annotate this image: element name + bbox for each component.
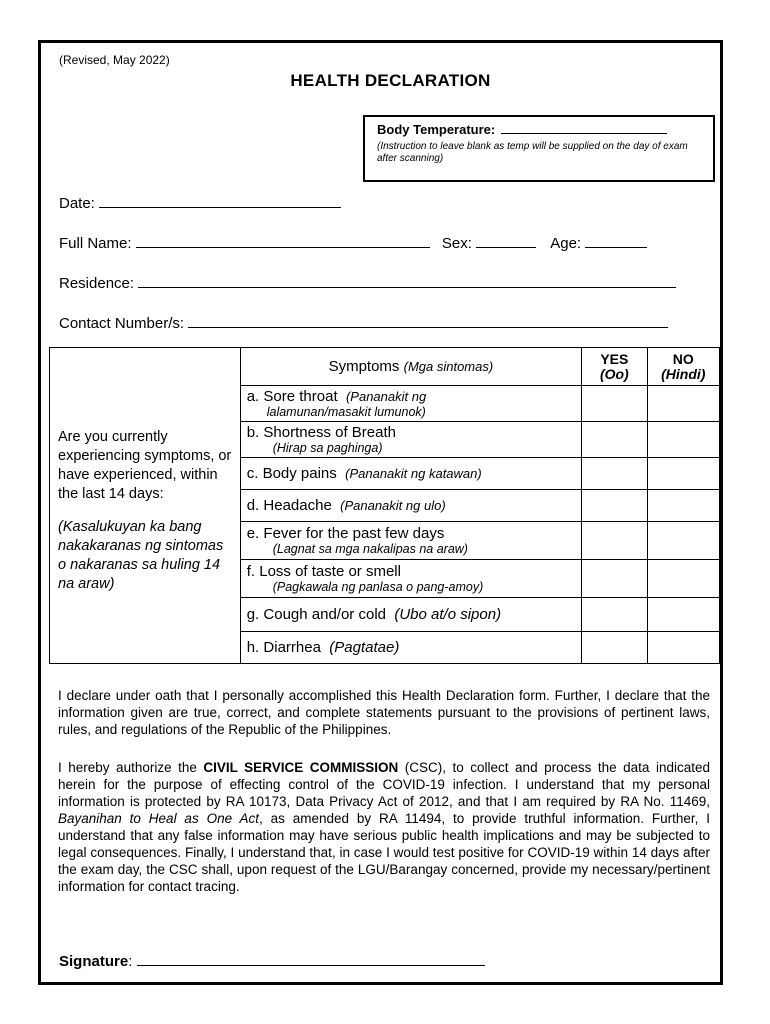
- symptom-c: [240, 458, 581, 490]
- full-name-label: Full Name:: [59, 235, 132, 252]
- form-title: HEALTH DECLARATION: [290, 71, 491, 90]
- declaration-text: (CSC), to collect and process the data indicated herein for the purpose of effecting control of the COVID-19 infection. I understand that my personal information is protected by RA 10173, Data Privacy Act of 2012, and that I am required by RA No. 11469,: [58, 760, 710, 809]
- age-field[interactable]: [585, 233, 647, 248]
- health-declaration-form: [38, 40, 723, 985]
- symptom-name: Fever for the past few days: [263, 525, 445, 542]
- symptom-name: Loss of taste or smell: [259, 563, 401, 580]
- sex-label: Sex:: [441, 235, 472, 252]
- symptom-tagalog: (Hirap sa paghinga): [272, 441, 383, 455]
- no-header-tagalog: (Hindi): [661, 365, 706, 382]
- yes-header-label: YES: [600, 350, 629, 367]
- symptom-d: [240, 490, 581, 522]
- symptom-h: [240, 632, 581, 664]
- residence-label: Residence:: [59, 275, 135, 292]
- signature-colon: :: [128, 953, 133, 970]
- no-checkbox-f[interactable]: [647, 560, 719, 598]
- symptom-name: Cough and/or cold: [263, 606, 386, 623]
- no-checkbox-e[interactable]: [647, 522, 719, 560]
- symptoms-header-label: Symptoms: [328, 358, 400, 375]
- symptom-tagalog: (Ubo at/o sipon): [394, 606, 502, 623]
- yes-checkbox-f[interactable]: [582, 560, 648, 598]
- act-name: Bayanihan to Heal as One Act: [58, 811, 259, 826]
- sex-field[interactable]: [476, 233, 536, 248]
- revision-note: (Revised, May 2022): [59, 53, 170, 67]
- symptom-b: [240, 422, 581, 458]
- symptom-letter: h.: [246, 639, 260, 656]
- declaration-text: I hereby authorize the: [58, 760, 204, 775]
- symptoms-question: Are you currently experiencing symptoms, or have experienced, within the last 14 days:: [58, 428, 232, 502]
- yes-checkbox-c[interactable]: [582, 458, 648, 490]
- symptoms-question-tagalog: (Kasalukuyan ka bang nakakaranas ng sintomas o nakaranas sa huling 14 na araw): [58, 518, 224, 592]
- symptom-g: [240, 598, 581, 632]
- no-checkbox-d[interactable]: [647, 490, 719, 522]
- yes-checkbox-b[interactable]: [582, 422, 648, 458]
- yes-checkbox-a[interactable]: [582, 386, 648, 422]
- body-temperature-field[interactable]: [501, 121, 667, 134]
- residence-row: [59, 273, 676, 292]
- symptom-letter: f.: [246, 563, 256, 580]
- declaration-text: , as amended by RA 11494, to provide truthful information. Further, I understand that any false information may have serious public health implications and may be subjected to legal consequences. Finally, I understand that, in case I would test positive for COVID-19 within 14 days after the exam day, the CSC shall, upon request of the LGU/Barangay concerned, provide my necessary/pertinent information for contact tracing.: [58, 811, 711, 894]
- symptom-tagalog-cont: lalamunan/masakit lumunok): [266, 405, 426, 419]
- symptoms-question-cell: [50, 348, 241, 664]
- csc-name: CIVIL SERVICE COMMISSION: [203, 760, 399, 775]
- symptom-name: Diarrhea: [263, 639, 321, 656]
- symptom-tagalog: (Pagkawala ng panlasa o pang-amoy): [272, 580, 484, 594]
- body-temperature-note: (Instruction to leave blank as temp will be supplied on the day of exam after scanning): [377, 141, 688, 164]
- signature-label: Signature: [59, 953, 129, 970]
- symptom-letter: g.: [246, 606, 260, 623]
- yes-checkbox-d[interactable]: [582, 490, 648, 522]
- no-checkbox-h[interactable]: [647, 632, 719, 664]
- symptom-tagalog: (Lagnat sa mga nakalipas na araw): [272, 542, 468, 556]
- date-label: Date:: [59, 195, 95, 212]
- age-label: Age:: [550, 235, 582, 252]
- symptom-name: Sore throat: [263, 388, 338, 405]
- contact-label: Contact Number/s:: [59, 315, 185, 332]
- date-row: [59, 193, 341, 212]
- symptom-name: Headache: [263, 497, 332, 514]
- no-checkbox-g[interactable]: [647, 598, 719, 632]
- symptom-e: [240, 522, 581, 560]
- symptom-name: Shortness of Breath: [263, 424, 396, 441]
- date-field[interactable]: [99, 193, 341, 208]
- yes-checkbox-g[interactable]: [582, 598, 648, 632]
- no-checkbox-b[interactable]: [647, 422, 719, 458]
- symptoms-table: [49, 347, 720, 664]
- symptom-a: [240, 386, 581, 422]
- symptom-f: [240, 560, 581, 598]
- contact-field[interactable]: [188, 313, 668, 328]
- symptom-tagalog: (Pananakit ng ulo): [340, 498, 446, 513]
- symptom-letter: e.: [246, 525, 260, 542]
- body-temperature-box: [363, 115, 715, 182]
- contact-row: [59, 313, 668, 332]
- yes-header: [582, 348, 648, 386]
- symptom-letter: b.: [246, 424, 260, 441]
- symptom-letter: c.: [246, 465, 259, 482]
- no-checkbox-c[interactable]: [647, 458, 719, 490]
- no-header: [647, 348, 719, 386]
- body-temperature-label: Body Temperature:: [377, 122, 496, 137]
- no-checkbox-a[interactable]: [647, 386, 719, 422]
- signature-field[interactable]: [137, 951, 485, 966]
- symptom-tagalog: (Pananakit ng: [345, 389, 427, 404]
- signature-row: [59, 951, 485, 970]
- yes-checkbox-h[interactable]: [582, 632, 648, 664]
- symptoms-header: [240, 348, 581, 386]
- yes-checkbox-e[interactable]: [582, 522, 648, 560]
- symptom-tagalog: (Pagtatae): [329, 639, 400, 656]
- residence-field[interactable]: [138, 273, 676, 288]
- symptom-name: Body pains: [262, 465, 337, 482]
- declaration-paragraph-2: [58, 759, 710, 895]
- no-header-label: NO: [672, 350, 694, 367]
- symptoms-header-tagalog: (Mga sintomas): [403, 359, 494, 374]
- symptom-letter: d.: [246, 497, 260, 514]
- symptom-tagalog: (Pananakit ng katawan): [345, 466, 482, 481]
- full-name-field[interactable]: [136, 233, 430, 248]
- symptom-letter: a.: [246, 388, 260, 405]
- yes-header-tagalog: (Oo): [599, 365, 629, 382]
- name-row: [59, 233, 647, 252]
- declaration-paragraph-1: I declare under oath that I personally accomplished this Health Declaration form. Further, I declare that the information given are true, correct, and complete statements pursuant to the provisions of pertinent laws, rules, and regulations of the Republic of the Philippines.: [58, 688, 710, 737]
